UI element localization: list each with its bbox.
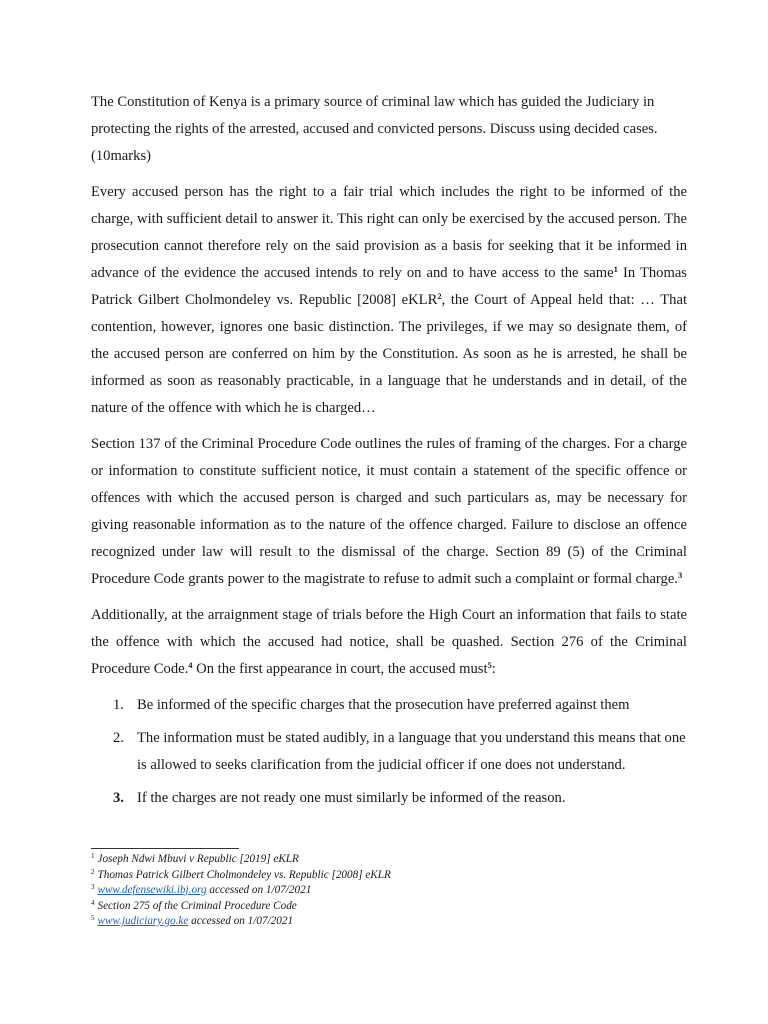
footnote-1: [91, 852, 687, 868]
paragraph-section-137: [91, 431, 687, 593]
footnote-number: 1: [91, 852, 95, 860]
paragraph-arraignment: [91, 602, 687, 683]
footnote-ref[interactable]: 3: [677, 570, 683, 580]
footnote-ref[interactable]: 2: [437, 291, 442, 301]
footnote-separator: [91, 848, 239, 849]
footnote-5: [91, 914, 687, 930]
footnote-text: Thomas Patrick Gilbert Cholmondeley vs. Republic [2008] eKLR: [97, 868, 391, 881]
footnote-text: Section 275 of the Criminal Procedure Code: [97, 899, 297, 912]
list-number: 2.: [113, 730, 124, 746]
footnote-number: 5: [91, 914, 95, 922]
list-item: [91, 692, 687, 719]
list-number: 1.: [113, 697, 124, 713]
footnote-ref[interactable]: 5: [487, 660, 492, 670]
paragraph-text: :: [491, 661, 496, 677]
paragraph-text: On the first appearance in court, the accused must: [192, 661, 488, 677]
footnote-2: [91, 868, 687, 884]
footnote-number: 4: [91, 898, 95, 907]
footnote-text: accessed on 1/07/2021: [206, 884, 312, 896]
footnote-3: [91, 883, 687, 899]
footnote-link[interactable]: www.defensewiki.ibj.org: [97, 884, 207, 896]
question-paragraph: The Constitution of Kenya is a primary source of criminal law which has guided the Judiciary in protecting the rights of the arrested, accused and convicted persons. Discuss using decided cases. (10marks): [91, 94, 658, 164]
footnote-4: [91, 899, 687, 915]
list-item-text: The information must be stated audibly, in a language that you understand this means that one is allowed to seeks clarification from the judicial officer if one does not understand.: [137, 730, 686, 773]
footnote-number: 3: [91, 883, 95, 891]
footnote-link[interactable]: www.judiciary.go.ke: [97, 915, 189, 927]
footnote-ref[interactable]: 1: [613, 264, 618, 274]
paragraph-text: Every accused person has the right to a fair trial which includes the right to be informed of the charge, with sufficient detail to answer it. This right can only be exercised by the accused person. The prosecution cannot therefore rely on the said provision as a basis for seeking that it be informed in advance of the evidence the accused intends to rely on and to have access to the same: [91, 184, 687, 281]
list-number: 3.: [113, 790, 124, 806]
footnote-text: Joseph Ndwi Mbuvi v Republic [2019] eKLR: [97, 853, 299, 865]
list-item-text: Be informed of the specific charges that the prosecution have preferred against them: [137, 697, 630, 713]
document-body: [91, 89, 687, 818]
requirements-list: [91, 692, 687, 812]
footnotes: [91, 852, 687, 930]
list-item: [91, 785, 687, 812]
paragraph-fair-trial: [91, 179, 687, 422]
footnote-text: accessed on 1/07/2021: [188, 915, 294, 927]
footnote-number: 2: [91, 867, 95, 876]
paragraph-text: In Thomas Patrick Gilbert Cholmondeley vs. Republic [2008] eKLR: [91, 265, 687, 308]
paragraph-text: Additionally, at the arraignment stage of trials before the High Court an information that fails to state the offence with which the accused had notice, shall be quashed. Section 276 of the Criminal Procedure Code.: [91, 607, 687, 677]
paragraph-text: Section 137 of the Criminal Procedure Code outlines the rules of framing of the charges. For a charge or information to constitute sufficient notice, it must contain a statement of the specific offence or offences with which the accused person is charged and such particulars as, may be necessary for giving reasonable information as to the nature of the offence charged. Failure to disclose an offence recognized under law will result to the dismissal of the charge. Section 89 (5) of the Criminal Procedure Code grants power to the magistrate to refuse to admit such a complaint or formal charge.: [91, 436, 687, 587]
paragraph-text: , the Court of Appeal held that: … That contention, however, ignores one basic distinction. The privileges, if we may so designate them, of the accused person are conferred on him by the Constitution. As soon as he is arrested, he shall be informed as soon as reasonably practicable, in a language that he understands and in detail, of the nature of the offence with which he is charged…: [91, 292, 687, 416]
list-item-text: If the charges are not ready one must similarly be informed of the reason.: [137, 790, 566, 806]
footnote-ref[interactable]: 4: [188, 660, 193, 670]
list-item: [91, 725, 687, 779]
